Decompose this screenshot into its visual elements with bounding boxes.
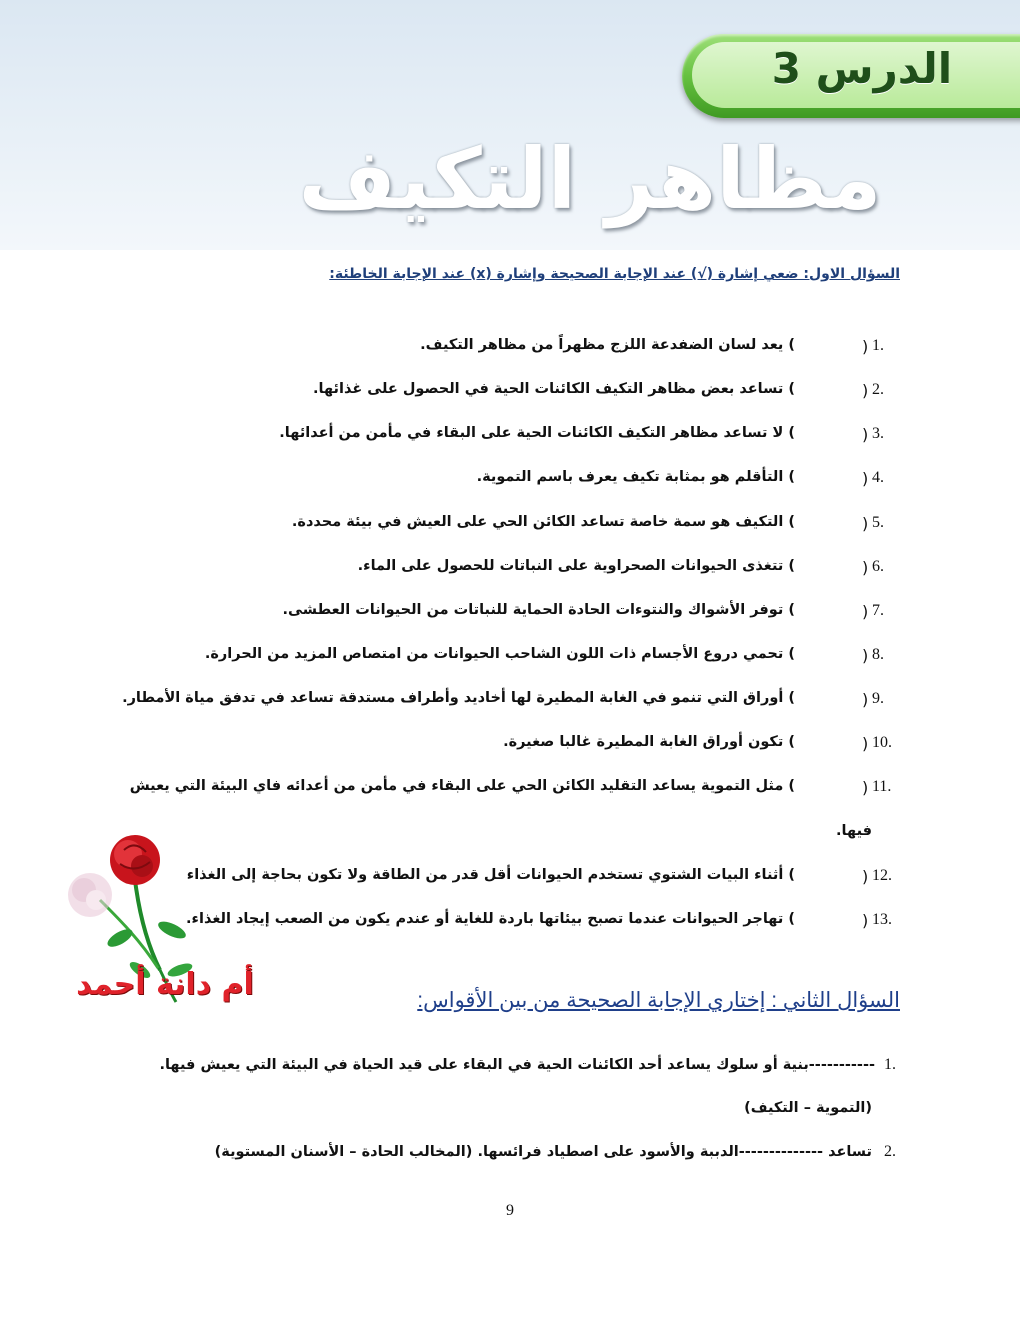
answer-parenthesis[interactable]: ( bbox=[862, 734, 869, 753]
leaf-icon bbox=[105, 926, 135, 950]
answer-parenthesis[interactable]: ( bbox=[862, 602, 869, 621]
answer-parenthesis[interactable]: ( bbox=[862, 558, 869, 577]
answer-parenthesis[interactable]: ( bbox=[862, 469, 869, 488]
answer-parenthesis[interactable]: ( bbox=[862, 646, 869, 665]
item-number: 13. bbox=[872, 911, 892, 928]
item-number: 10. bbox=[872, 734, 892, 751]
leaf-icon bbox=[156, 918, 188, 942]
statement-text: ) أثناء البيات الشتوي تستخدم الحيوانات أقل قدر من الطاقة ولا تكون بحاجة إلى الغذاء bbox=[186, 867, 795, 883]
statement-text: ) تكون أوراق الغابة المطيرة غالبا صغيرة. bbox=[503, 734, 795, 750]
fill-in-text: -----------بنية أو سلوك يساعد أحد الكائنات الحية في البقاء على قيد الحياة في البيئة التي يعيش فيها. bbox=[159, 1057, 875, 1073]
statement-text: ) تحمي دروع الأجسام ذات اللون الشاحب الحيوانات من امتصاص المزيد من الحرارة. bbox=[204, 646, 795, 662]
page-number: 9 bbox=[506, 1202, 514, 1219]
answer-options: (التموية – التكيف) bbox=[744, 1100, 872, 1116]
statement-text: ) التكيف هو سمة خاصة تساعد الكائن الحي على العيش في بيئة محددة. bbox=[291, 514, 795, 530]
lesson-number-badge bbox=[682, 34, 1020, 118]
item-number: 8. bbox=[872, 646, 884, 663]
statement-text: ) التأقلم هو بمثابة تكيف يعرف باسم التموية. bbox=[476, 469, 795, 485]
question2-heading: السؤال الثاني : إختاري الإجابة الصحيحة من بين الأقواس: bbox=[417, 989, 900, 1012]
answer-parenthesis[interactable]: ( bbox=[862, 425, 869, 444]
statement-continuation: فيها. bbox=[836, 823, 872, 839]
item-number: 1. bbox=[872, 337, 884, 354]
red-rose-icon bbox=[110, 835, 160, 885]
item-number: 9. bbox=[872, 690, 884, 707]
rose-stem bbox=[135, 880, 160, 970]
lesson-title: مظاهر التكيف bbox=[298, 130, 882, 228]
item-number: 3. bbox=[872, 425, 884, 442]
answer-parenthesis[interactable]: ( bbox=[862, 911, 869, 930]
statement-text: ) مثل التموية يساعد التقليد الكائن الحي على البقاء في مأمن من أعدائه فاي البيئة التي يعيش bbox=[129, 778, 795, 794]
item-number: 7. bbox=[872, 602, 884, 619]
lesson-header-banner bbox=[0, 0, 1020, 250]
item-number: 6. bbox=[872, 558, 884, 575]
statement-text: ) توفر الأشواك والنتوءات الحادة الحماية للنباتات من الحيوانات العطشى. bbox=[282, 602, 795, 618]
statement-text: ) يعد لسان الضفدعة اللزج مظهراً من مظاهر التكيف. bbox=[420, 337, 795, 353]
pink-rose-icon bbox=[68, 873, 112, 917]
answer-parenthesis[interactable]: ( bbox=[862, 514, 869, 533]
answer-parenthesis[interactable]: ( bbox=[862, 381, 869, 400]
answer-parenthesis[interactable]: ( bbox=[862, 337, 869, 356]
statement-text: ) لا تساعد مظاهر التكيف الكائنات الحية على البقاء في مأمن من أعدائها. bbox=[279, 425, 795, 441]
answer-parenthesis[interactable]: ( bbox=[862, 867, 869, 886]
lesson-label: الدرس 3 bbox=[771, 44, 953, 93]
fill-in-text: تساعد --------------الدببة والأسود على اصطياد فرائسها. (المخالب الحادة – الأسنان المستوية) bbox=[214, 1144, 872, 1160]
statement-text: ) أوراق التي تنمو في الغابة المطيرة لها أخاديد وأطراف مستدقة تساعد في تدفق مياة الأمطار. bbox=[122, 690, 795, 706]
item-number: 12. bbox=[872, 867, 892, 884]
statement-text: ) تتغذى الحيوانات الصحراوية على النباتات للحصول على الماء. bbox=[357, 558, 795, 574]
author-logo-text: أم دانة أحمد bbox=[76, 967, 254, 1002]
item-number: 2. bbox=[872, 381, 884, 398]
item-number: 1. bbox=[884, 1056, 896, 1073]
answer-parenthesis[interactable]: ( bbox=[862, 778, 869, 797]
answer-parenthesis[interactable]: ( bbox=[862, 690, 869, 709]
statement-text: ) تساعد بعض مظاهر التكيف الكائنات الحية في الحصول على غذائها. bbox=[313, 381, 795, 397]
statement-text: ) تهاجر الحيوانات عندما تصبح بيئاتها باردة للغاية أو عندم يكون من الصعب إيجاد الغذاء. bbox=[186, 911, 795, 927]
item-number: 11. bbox=[872, 778, 892, 795]
question1-heading: السؤال الاول: ضعي إشارة (√) عند الإجابة الصحيحة وإشارة (x) عند الإجابة الخاطئة: bbox=[329, 266, 900, 282]
item-number: 5. bbox=[872, 514, 884, 531]
item-number: 2. bbox=[884, 1143, 896, 1160]
item-number: 4. bbox=[872, 469, 884, 486]
